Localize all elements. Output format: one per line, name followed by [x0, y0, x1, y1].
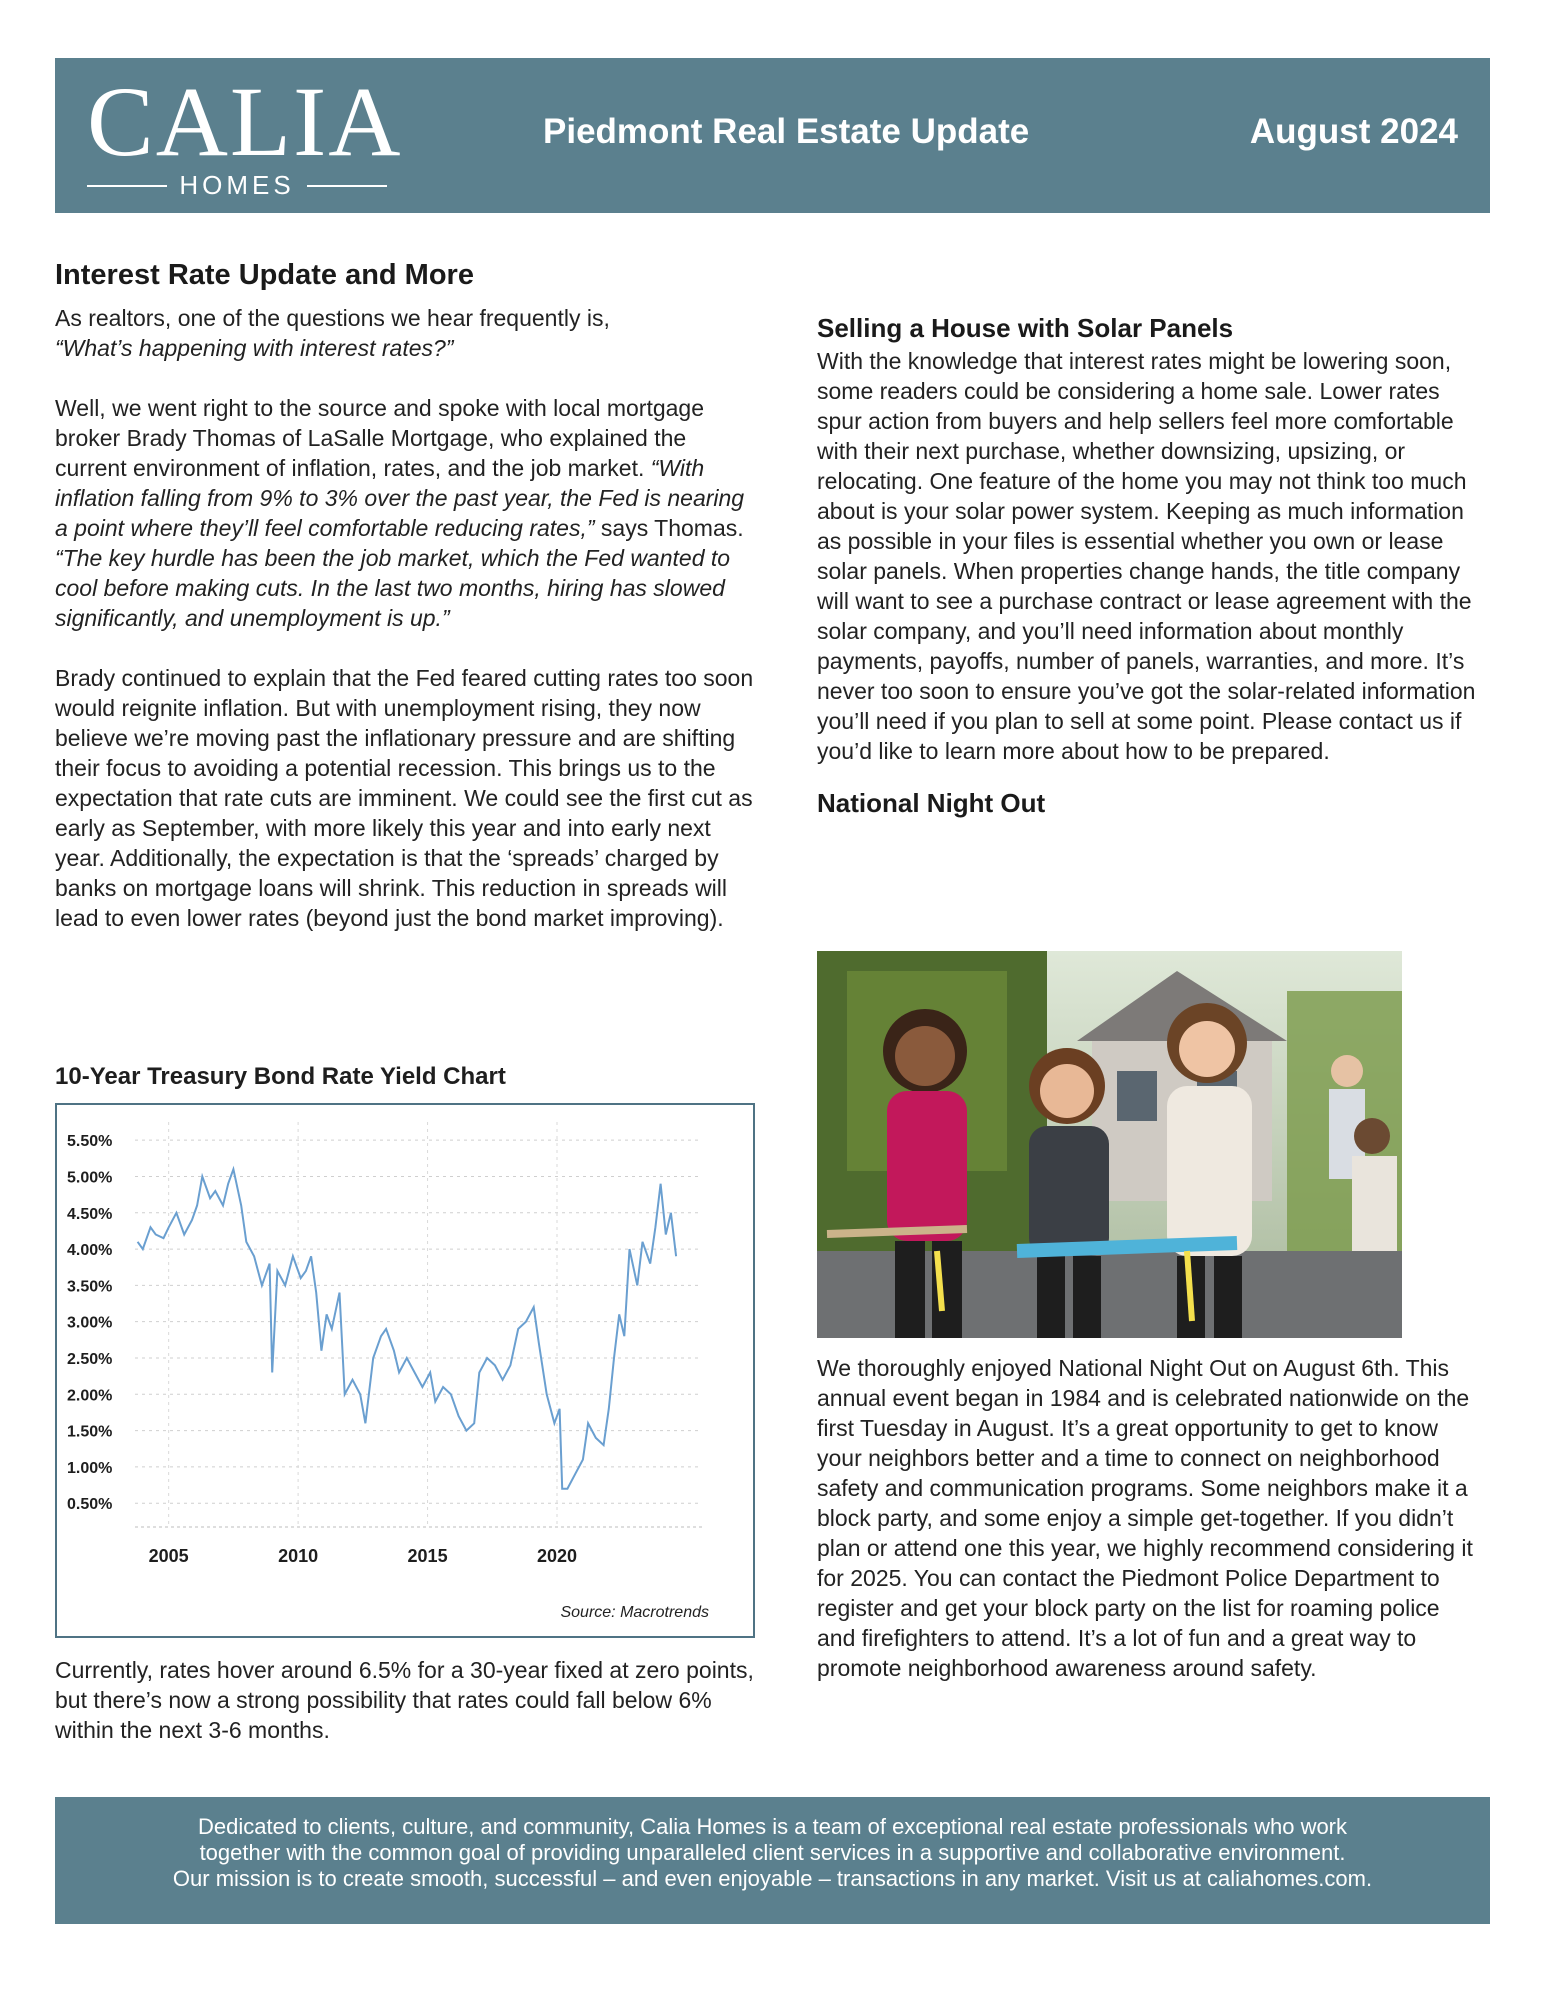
intro-text: As realtors, one of the questions we hear frequently is, [55, 305, 610, 331]
broker-text-b: says Thomas. [594, 515, 744, 541]
broker-paragraph [55, 393, 755, 633]
footer-line-1: Dedicated to clients, culture, and community, Calia Homes is a team of exceptional real estate professionals who work [197, 1814, 1348, 1839]
treasury-chart [55, 1103, 755, 1638]
intro-paragraph [55, 303, 755, 363]
y-tick-label: 1.50% [67, 1423, 113, 1441]
left-column [55, 256, 755, 933]
night-out-paragraph: We thoroughly enjoyed National Night Out on August 6th. This annual event began in 1984 and is celebrated nationwide on the first Tuesday in August. It’s a great opportunity to get to know your neighbors better and a time to connect on neighborhood safety and communication programs. Some neighbors make it a block party, and some enjoy a simple get-together. If you didn’t plan or attend one this year, we highly recommend considering it for 2025. You can contact the Piedmont Police Department to register and get your block party on the list for roaming police and firefighters to attend. It’s a lot of fun and a great way to promote neighborhood awareness around safety. [817, 1355, 1473, 1681]
logo-sub-row [87, 170, 387, 200]
right-column-bottom [817, 1353, 1477, 1683]
chart-source: Source: Macrotrends [560, 1604, 709, 1621]
broker-quote-1: “With inflation falling from 9% to 3% over the past year, the Fed is nearing a point where they’ll feel comfortable reducing rates,” [55, 455, 745, 541]
x-tick-label: 2015 [407, 1546, 448, 1566]
left-column-bottom [55, 1655, 755, 1745]
header-banner [55, 58, 1490, 213]
y-tick-label: 2.50% [67, 1350, 113, 1368]
newsletter-title: Piedmont Real Estate Update [543, 112, 1030, 151]
night-out-heading: National Night Out [817, 788, 1046, 818]
treasury-chart-svg [57, 1105, 753, 1636]
footer-line-3: Our mission is to create smooth, successful – and even enjoyable – transactions in any market. Visit us at caliahomes.com. [172, 1866, 1373, 1891]
chart-heading: 10-Year Treasury Bond Rate Yield Chart [55, 1063, 506, 1090]
night-out-photo [817, 951, 1402, 1338]
x-tick-label: 2020 [536, 1546, 578, 1566]
newsletter-date: August 2024 [1249, 112, 1458, 151]
current-rates-paragraph: Currently, rates hover around 6.5% for a 30-year fixed at zero points, but there’s now a strong possibility that rates could fall below 6% within the next 3-6 months. [55, 1657, 754, 1743]
y-tick-label: 5.50% [67, 1133, 113, 1151]
intro-question: “What’s happening with interest rates?” [55, 335, 454, 361]
right-column [817, 311, 1477, 820]
logo-divider-left [87, 185, 167, 187]
footer-line-2: together with the common goal of providing unparalleled client services in a supportive and collaborative environment. [199, 1840, 1346, 1865]
y-tick-label: 4.50% [67, 1205, 113, 1223]
x-tick-label: 2010 [278, 1546, 319, 1566]
y-tick-label: 5.00% [67, 1169, 113, 1187]
y-tick-label: 4.00% [67, 1242, 113, 1260]
y-tick-label: 3.00% [67, 1314, 113, 1332]
logo-subtitle: HOMES [179, 170, 295, 200]
y-tick-label: 0.50% [67, 1496, 113, 1514]
solar-paragraph: With the knowledge that interest rates might be lowering soon, some readers could be considering a home sale. Lower rates spur action from buyers and help sellers feel more comfortable with their next purchase, whether downsizing, upsizing, or relocating. One feature of the home you may not think too much about is your solar power system. Keeping as much information as possible in your files is essential whether you own or lease solar panels. When properties change hands, the title company will want to see a purchase contract or lease agreement with the solar company, and you’ll need information about monthly payments, payoffs, number of panels, warranties, and more. It’s never too soon to ensure you’ve got the solar-related information you’ll need if you plan to sell at some point. Please contact us if you’d like to learn more about how to be prepared. [817, 348, 1476, 764]
y-tick-label: 2.00% [67, 1387, 113, 1405]
broker-text-a: Well, we went right to the source and spoke with local mortgage broker Brady Thomas of LaSalle Mortgage, who explained the current environment of inflation, rates, and the job market. [55, 395, 705, 481]
solar-heading: Selling a House with Solar Panels [817, 313, 1234, 343]
footer-banner [55, 1797, 1490, 1924]
x-tick-label: 2005 [148, 1546, 189, 1566]
broker-quote-2: “The key hurdle has been the job market, which the Fed wanted to cool before making cuts. In the last two months, hiring has slowed significantly, and unemployment is up.” [55, 545, 731, 631]
logo-wordmark: CALIA [87, 66, 403, 177]
interest-rate-heading: Interest Rate Update and More [55, 259, 474, 291]
y-tick-label: 1.00% [67, 1459, 113, 1477]
night-out-photo-illustration [817, 951, 1402, 1338]
fed-paragraph: Brady continued to explain that the Fed feared cutting rates too soon would reignite inflation. But with unemployment rising, they now believe we’re moving past the inflationary pressure and are shifting their focus to avoiding a potential recession. This brings us to the expectation that rate cuts are imminent. We could see the first cut as early as September, with more likely this year and into early next year. Additionally, the expectation is that the ‘spreads’ charged by banks on mortgage loans will shrink. This reduction in spreads will lead to even lower rates (beyond just the bond market improving). [55, 665, 754, 931]
series-line-10yr-yield [138, 1169, 677, 1489]
logo-divider-right [307, 185, 387, 187]
y-tick-label: 3.50% [67, 1278, 113, 1296]
